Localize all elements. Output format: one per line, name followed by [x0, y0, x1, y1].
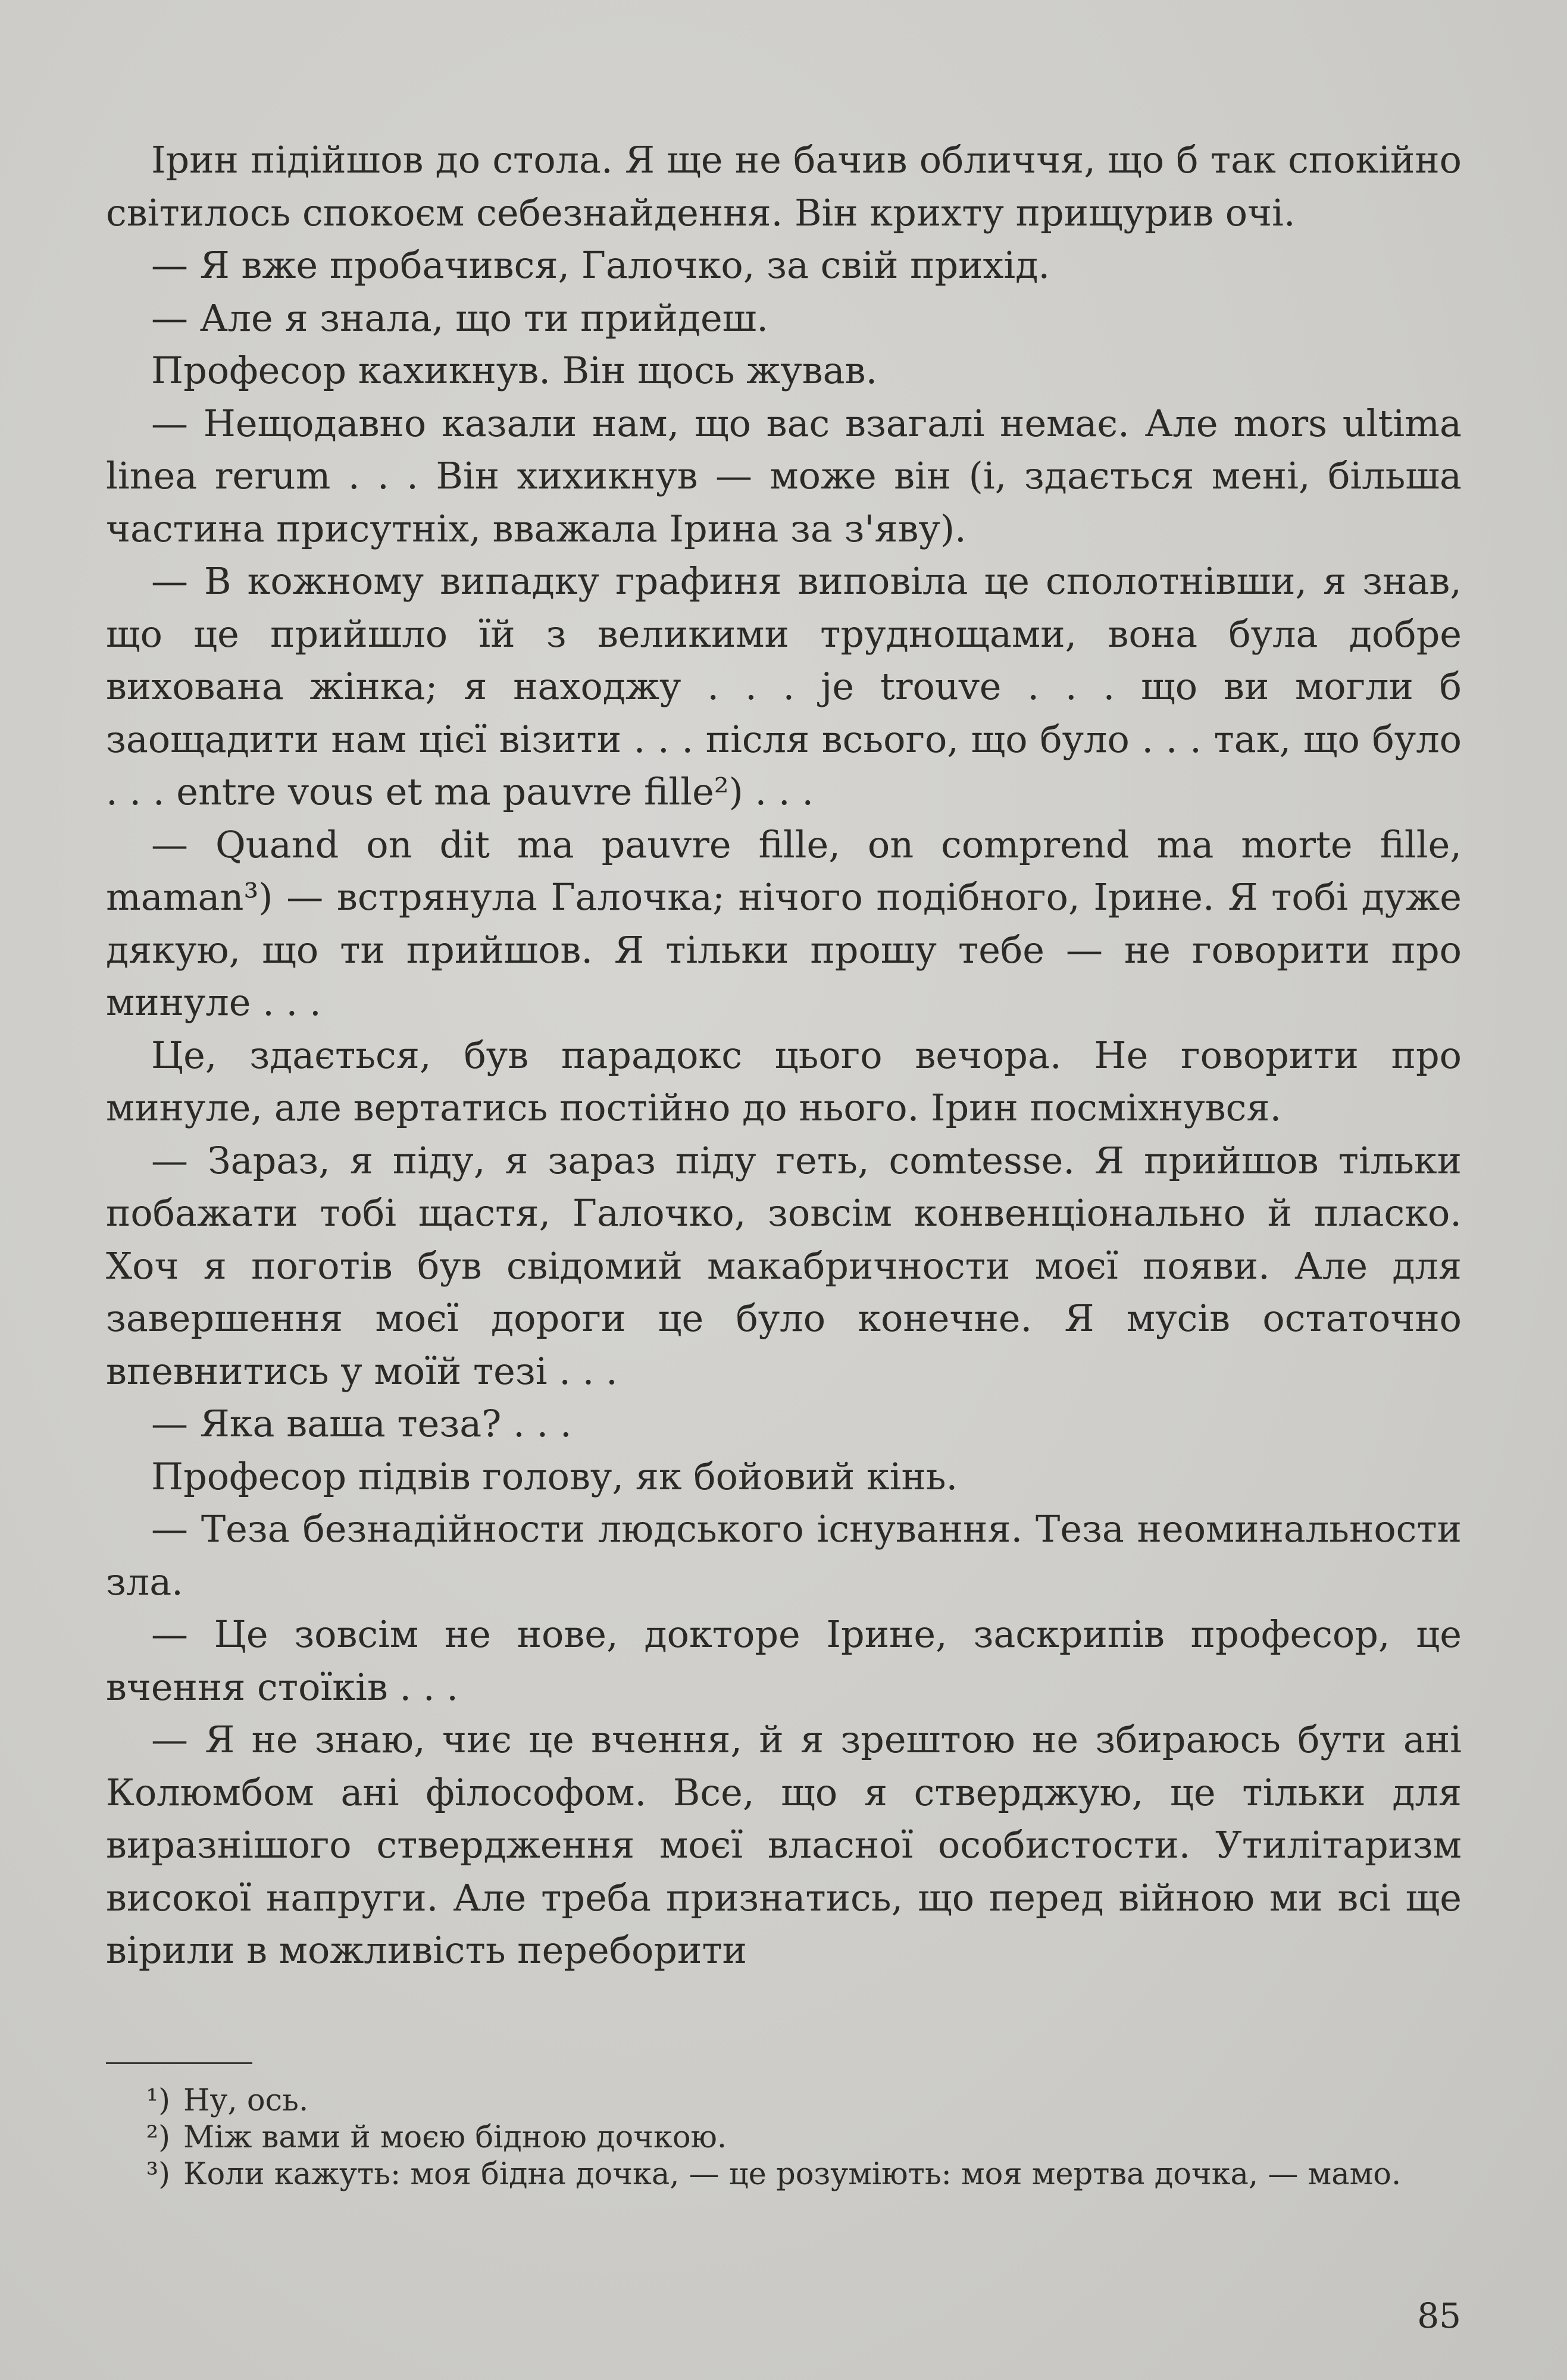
- paragraph: Це, здається, був парадокс цього вечора. Не говорити про минуле, але вертатись постійно до нього. Ірин посміхнувся.: [106, 1033, 1462, 1129]
- paragraph: — Нещодавно казали нам, що вас взагалі немає. Але mors ultima linea rerum . . . Він хихикнув — може він (і, здається мені, більша частина присутніх, вважала Ірина за з'яву).: [106, 401, 1462, 550]
- paragraph: — Зараз, я піду, я зараз піду геть, comtesse. Я прийшов тільки побажати тобі щастя, Галочко, зовсім конвенціонально й пласко. Хоч я поготів був свідомий макабричности моєї появи. Але для завершення моєї дороги це було конечне. Я мусів остаточно впевнитись у моїй тезі . . .: [106, 1138, 1462, 1393]
- footnote-text: Коли кажуть: моя бідна дочка, — це розуміють: моя мертва дочка, — мамо.: [183, 2157, 1402, 2192]
- footnote-marker: ³): [146, 2157, 170, 2192]
- paragraph: — Я вже пробачився, Галочко, за свій прихід.: [151, 243, 1050, 287]
- paragraph: — В кожному випадку графиня виповіла це сполотнівши, я знав, що це прийшло їй з великими труднощами, вона була добре вихована жінка; я находжу . . . je trouve . . . що ви могли б заощадити нам цієї візити . . . після всього, що було . . . так, що було . . . entre vous et ma pauvre fille²) . . .: [106, 559, 1462, 813]
- footnote-marker: ¹): [146, 2083, 170, 2118]
- main-text: [106, 134, 1462, 1977]
- paragraph: Професор підвів голову, як бойовий кінь.: [151, 1454, 958, 1498]
- footnote: [106, 2156, 1462, 2193]
- page-number: 85: [1417, 2296, 1461, 2336]
- paragraph: — Яка ваша теза? . . .: [151, 1402, 572, 1445]
- footnote-marker: ²): [146, 2120, 170, 2155]
- paragraph: — Я не знаю, чиє це вчення, й я зрештою не збираюсь бути ані Колюмбом ані філософом. Все, що я стверджую, це тільки для виразнішого ствердження моєї власної особистости. Утилітаризм високої напруги. Але треба признатись, що перед війною ми всі ще вірили в можливість переборити: [106, 1718, 1462, 1972]
- footnote-text: Ну, ось.: [183, 2083, 309, 2118]
- footnotes: [106, 2082, 1462, 2193]
- footnote: [106, 2119, 1462, 2156]
- footnote-text: Між вами й моєю бідною дочкою.: [183, 2120, 727, 2155]
- paragraph: — Теза безнадійности людського існування. Теза неоминальности зла.: [106, 1507, 1462, 1604]
- paragraph: Професор кахикнув. Він щось жував.: [151, 349, 878, 392]
- paragraph: — Це зовсім не нове, докторе Ірине, заскрипів професор, це вчення стоїків . . .: [106, 1612, 1462, 1709]
- footnote: [106, 2082, 1462, 2119]
- footnote-divider: [106, 2062, 252, 2064]
- paragraph: Ірин підійшов до стола. Я ще не бачив обличчя, що б так спокійно світилось спокоєм себезнайдення. Він крихту прищурив очі.: [106, 138, 1462, 234]
- paragraph: — Quand on dit ma pauvre fille, on comprend ma morte fille, maman³) — встрянула Галочка; нічого подібного, Ірине. Я тобі дуже дякую, що ти прийшов. Я тільки прошу тебе — не говорити про минуле . . .: [106, 822, 1462, 1024]
- paragraph: — Але я знала, що ти прийдеш.: [151, 296, 769, 340]
